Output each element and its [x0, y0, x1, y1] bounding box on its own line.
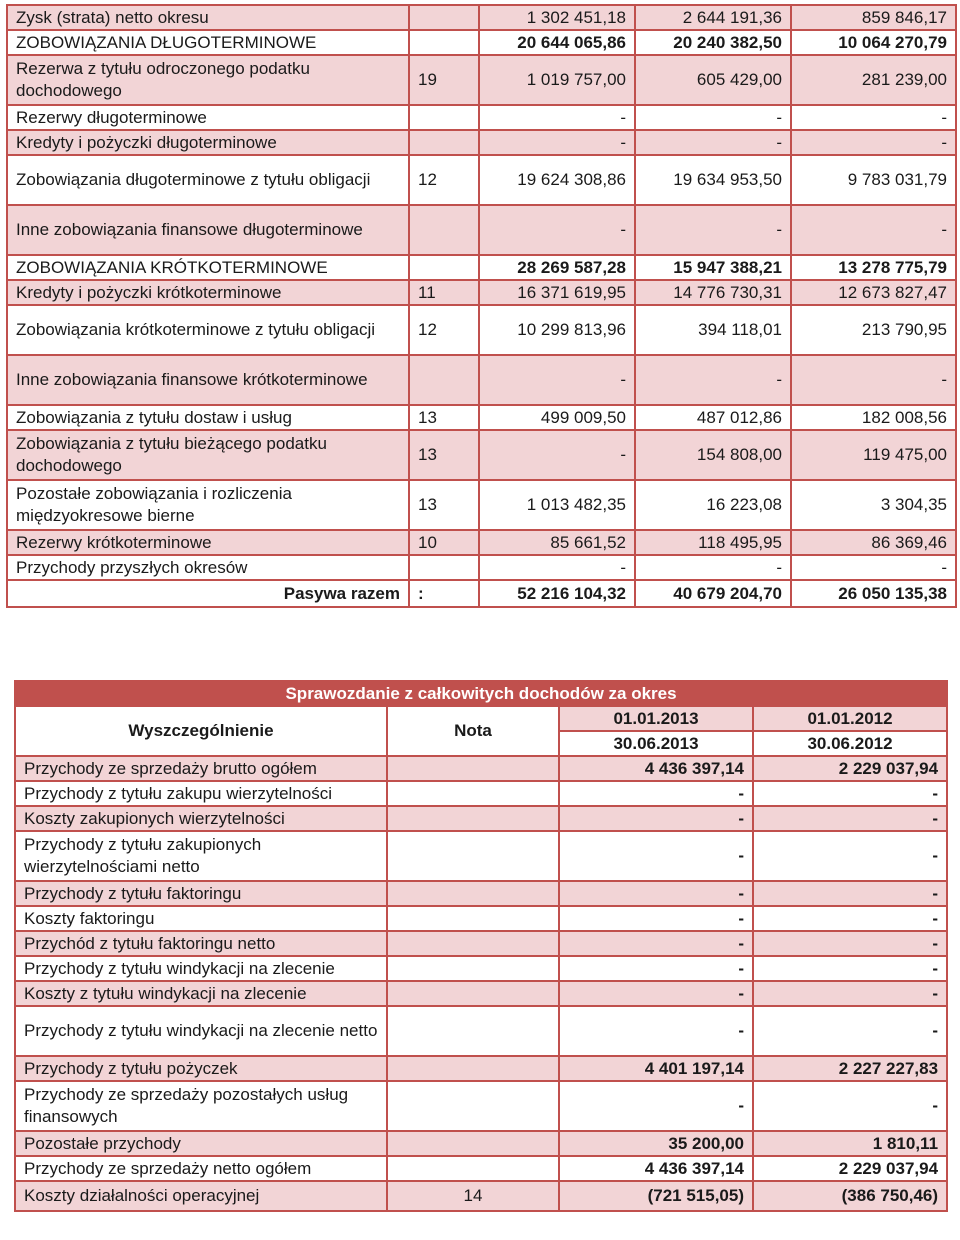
- row-label: Rezerwy długoterminowe: [7, 105, 409, 130]
- row-value-2: -: [753, 956, 947, 981]
- header-description: Wyszczególnienie: [15, 706, 387, 756]
- row-nota: [387, 1006, 559, 1056]
- row-value-3: 281 239,00: [791, 55, 956, 105]
- row-value-1: 4 436 397,14: [559, 1156, 753, 1181]
- total-value-1: 52 216 104,32: [479, 580, 635, 607]
- total-value-2: 40 679 204,70: [635, 580, 791, 607]
- income-title: Sprawozdanie z całkowitych dochodów za okres: [15, 681, 947, 706]
- row-nota: [409, 555, 479, 580]
- row-nota: [409, 105, 479, 130]
- row-value-3: 10 064 270,79: [791, 30, 956, 55]
- table-row: [7, 155, 956, 205]
- row-value-1: -: [559, 881, 753, 906]
- table-row: [15, 756, 947, 781]
- row-value-2: 2 229 037,94: [753, 756, 947, 781]
- row-label: Zobowiązania z tytułu dostaw i usług: [7, 405, 409, 430]
- row-nota: [409, 355, 479, 405]
- row-value-2: -: [635, 130, 791, 155]
- row-value-2: 118 495,95: [635, 530, 791, 555]
- income-statement-table: [14, 680, 948, 1212]
- row-label: Przychody z tytułu pożyczek: [15, 1056, 387, 1081]
- row-label: Przychody z tytułu zakupionych wierzytelnościami netto: [15, 831, 387, 881]
- table-row: [7, 305, 956, 355]
- table-row: [7, 355, 956, 405]
- row-value-1: -: [479, 430, 635, 480]
- row-value-1: 85 661,52: [479, 530, 635, 555]
- row-nota: [387, 756, 559, 781]
- row-nota: [387, 931, 559, 956]
- row-label: Rezerwy krótkoterminowe: [7, 530, 409, 555]
- row-value-3: 3 304,35: [791, 480, 956, 530]
- row-label: Kredyty i pożyczki długoterminowe: [7, 130, 409, 155]
- row-label: Koszty zakupionych wierzytelności: [15, 806, 387, 831]
- row-value-2: -: [635, 205, 791, 255]
- table-row: [7, 405, 956, 430]
- row-nota: 13: [409, 480, 479, 530]
- row-value-1: 4 436 397,14: [559, 756, 753, 781]
- row-value-2: -: [753, 831, 947, 881]
- row-value-1: -: [559, 931, 753, 956]
- row-value-3: 9 783 031,79: [791, 155, 956, 205]
- row-value-2: -: [753, 981, 947, 1006]
- row-label: Koszty faktoringu: [15, 906, 387, 931]
- row-value-1: -: [559, 831, 753, 881]
- row-nota: 13: [409, 430, 479, 480]
- table-row: [15, 1056, 947, 1081]
- row-label: Pozostałe zobowiązania i rozliczenia międzyokresowe bierne: [7, 480, 409, 530]
- table-row: [15, 906, 947, 931]
- row-value-2: -: [635, 105, 791, 130]
- row-nota: [387, 1081, 559, 1131]
- table-row: [7, 205, 956, 255]
- row-value-3: 859 846,17: [791, 5, 956, 30]
- row-nota: 19: [409, 55, 479, 105]
- total-value-3: 26 050 135,38: [791, 580, 956, 607]
- balance-liabilities-table: [6, 4, 957, 608]
- row-label: Zobowiązania krótkoterminowe z tytułu obligacji: [7, 305, 409, 355]
- table-row: [7, 480, 956, 530]
- table-row: [15, 956, 947, 981]
- header-period-1-to: 30.06.2013: [559, 731, 753, 756]
- row-value-2: -: [635, 355, 791, 405]
- row-nota: [387, 956, 559, 981]
- row-value-1: 1 019 757,00: [479, 55, 635, 105]
- total-colon: :: [409, 580, 479, 607]
- row-value-2: -: [753, 881, 947, 906]
- row-value-3: 182 008,56: [791, 405, 956, 430]
- row-nota: 11: [409, 280, 479, 305]
- row-value-3: 12 673 827,47: [791, 280, 956, 305]
- row-value-2: 1 810,11: [753, 1131, 947, 1156]
- row-value-1: 16 371 619,95: [479, 280, 635, 305]
- row-value-1: 19 624 308,86: [479, 155, 635, 205]
- header-period-1-from: 01.01.2013: [559, 706, 753, 731]
- table-row: [15, 831, 947, 881]
- row-label: Pozostałe przychody: [15, 1131, 387, 1156]
- row-label: Koszty z tytułu windykacji na zlecenie: [15, 981, 387, 1006]
- row-nota: [387, 831, 559, 881]
- row-value-2: 14 776 730,31: [635, 280, 791, 305]
- table-row: [7, 30, 956, 55]
- table-row: [15, 881, 947, 906]
- row-label: Przychody ze sprzedaży netto ogółem: [15, 1156, 387, 1181]
- row-label: Inne zobowiązania finansowe krótkoterminowe: [7, 355, 409, 405]
- row-label: Zobowiązania z tytułu bieżącego podatku dochodowego: [7, 430, 409, 480]
- row-nota: [409, 5, 479, 30]
- row-nota: 13: [409, 405, 479, 430]
- row-value-1: -: [559, 1081, 753, 1131]
- row-label: Kredyty i pożyczki krótkoterminowe: [7, 280, 409, 305]
- row-value-3: -: [791, 130, 956, 155]
- row-nota: [387, 1056, 559, 1081]
- row-value-2: 19 634 953,50: [635, 155, 791, 205]
- row-value-2: -: [753, 1006, 947, 1056]
- row-label: Zysk (strata) netto okresu: [7, 5, 409, 30]
- row-value-2: 16 223,08: [635, 480, 791, 530]
- row-value-3: -: [791, 105, 956, 130]
- row-nota: [387, 881, 559, 906]
- table-row: [15, 981, 947, 1006]
- table-row: [15, 931, 947, 956]
- row-value-3: -: [791, 205, 956, 255]
- table-row: [7, 555, 956, 580]
- table-row: [15, 1131, 947, 1156]
- row-value-3: 13 278 775,79: [791, 255, 956, 280]
- row-nota: [387, 806, 559, 831]
- row-nota: [387, 1156, 559, 1181]
- table-row: [15, 1181, 947, 1211]
- row-label: Przychód z tytułu faktoringu netto: [15, 931, 387, 956]
- table-row: [15, 1081, 947, 1131]
- row-value-2: 2 644 191,36: [635, 5, 791, 30]
- row-value-1: -: [479, 555, 635, 580]
- row-label: Przychody ze sprzedaży pozostałych usług finansowych: [15, 1081, 387, 1131]
- table-row: [7, 55, 956, 105]
- total-label: Pasywa razem: [7, 580, 409, 607]
- row-label: Przychody z tytułu faktoringu: [15, 881, 387, 906]
- table-row: [7, 430, 956, 480]
- row-value-1: 35 200,00: [559, 1131, 753, 1156]
- row-value-1: -: [479, 205, 635, 255]
- income-title-row: [15, 681, 947, 706]
- row-value-1: 20 644 065,86: [479, 30, 635, 55]
- row-value-1: -: [559, 1006, 753, 1056]
- row-value-3: 86 369,46: [791, 530, 956, 555]
- row-nota: [409, 30, 479, 55]
- row-value-1: -: [559, 906, 753, 931]
- row-value-2: -: [753, 906, 947, 931]
- row-value-1: -: [559, 781, 753, 806]
- table-row: [7, 105, 956, 130]
- row-value-1: 28 269 587,28: [479, 255, 635, 280]
- row-value-1: 10 299 813,96: [479, 305, 635, 355]
- table-row: [7, 130, 956, 155]
- row-label: Przychody z tytułu windykacji na zlecenie: [15, 956, 387, 981]
- row-value-1: -: [479, 130, 635, 155]
- row-value-2: 2 229 037,94: [753, 1156, 947, 1181]
- row-nota: [409, 130, 479, 155]
- row-value-1: -: [559, 956, 753, 981]
- table-row: [7, 530, 956, 555]
- row-value-3: -: [791, 355, 956, 405]
- row-value-3: 119 475,00: [791, 430, 956, 480]
- row-value-2: -: [753, 931, 947, 956]
- row-label: ZOBOWIĄZANIA DŁUGOTERMINOWE: [7, 30, 409, 55]
- header-period-2-to: 30.06.2012: [753, 731, 947, 756]
- row-nota: 12: [409, 155, 479, 205]
- table-row: [15, 1156, 947, 1181]
- row-label: Koszty działalności operacyjnej: [15, 1181, 387, 1211]
- row-value-2: -: [753, 1081, 947, 1131]
- row-value-2: 20 240 382,50: [635, 30, 791, 55]
- row-value-2: (386 750,46): [753, 1181, 947, 1211]
- row-label: Przychody z tytułu windykacji na zlecenie netto: [15, 1006, 387, 1056]
- row-value-3: 213 790,95: [791, 305, 956, 355]
- row-label: Przychody przyszłych okresów: [7, 555, 409, 580]
- row-value-2: 605 429,00: [635, 55, 791, 105]
- row-nota: 12: [409, 305, 479, 355]
- row-label: ZOBOWIĄZANIA KRÓTKOTERMINOWE: [7, 255, 409, 280]
- row-nota: [409, 205, 479, 255]
- row-nota: [387, 906, 559, 931]
- row-value-2: 394 118,01: [635, 305, 791, 355]
- row-value-1: 499 009,50: [479, 405, 635, 430]
- row-value-2: -: [753, 781, 947, 806]
- row-nota: [387, 781, 559, 806]
- table-row: [7, 280, 956, 305]
- header-nota: Nota: [387, 706, 559, 756]
- row-value-1: -: [559, 981, 753, 1006]
- row-value-2: 15 947 388,21: [635, 255, 791, 280]
- row-nota: 10: [409, 530, 479, 555]
- row-value-1: -: [479, 355, 635, 405]
- table-row: [15, 806, 947, 831]
- row-label: Rezerwa z tytułu odroczonego podatku dochodowego: [7, 55, 409, 105]
- income-header-row-1: [15, 706, 947, 731]
- row-value-1: -: [559, 806, 753, 831]
- row-nota: [387, 981, 559, 1006]
- row-label: Zobowiązania długoterminowe z tytułu obligacji: [7, 155, 409, 205]
- row-label: Przychody z tytułu zakupu wierzytelności: [15, 781, 387, 806]
- row-value-1: (721 515,05): [559, 1181, 753, 1211]
- table-row: [15, 1006, 947, 1056]
- row-value-1: 1 013 482,35: [479, 480, 635, 530]
- row-nota: [387, 1131, 559, 1156]
- row-nota: [409, 255, 479, 280]
- table-row: [15, 781, 947, 806]
- row-value-2: 2 227 227,83: [753, 1056, 947, 1081]
- row-value-2: 487 012,86: [635, 405, 791, 430]
- row-value-1: 1 302 451,18: [479, 5, 635, 30]
- row-value-1: -: [479, 105, 635, 130]
- header-period-2-from: 01.01.2012: [753, 706, 947, 731]
- row-label: Inne zobowiązania finansowe długoterminowe: [7, 205, 409, 255]
- row-value-3: -: [791, 555, 956, 580]
- row-label: Przychody ze sprzedaży brutto ogółem: [15, 756, 387, 781]
- table-row: [7, 255, 956, 280]
- table-row: [7, 5, 956, 30]
- row-value-2: -: [635, 555, 791, 580]
- row-nota: 14: [387, 1181, 559, 1211]
- row-value-1: 4 401 197,14: [559, 1056, 753, 1081]
- total-row: [7, 580, 956, 607]
- row-value-2: -: [753, 806, 947, 831]
- row-value-2: 154 808,00: [635, 430, 791, 480]
